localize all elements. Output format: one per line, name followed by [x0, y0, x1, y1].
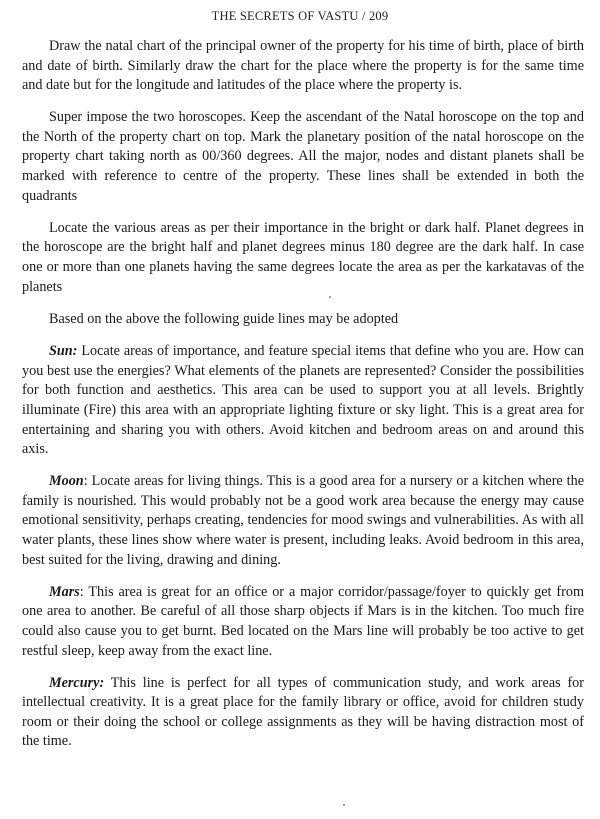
paragraph-text: Locate the various areas as per their importance in the bright or dark half. Planet degrees in the horoscope are the bright half and planet degrees minus 180 degree are the dark half. In case one or more than one planets having the same degrees locate the area as per the karkatavas of the planets [22, 219, 584, 295]
paragraph-text: : This area is great for an office or a major corridor/passage/foyer to quickly get from one area to another. Be careful of all those sharp objects if Mars is in the kitchen. Too much fire could also cause you to get burnt. Bed located on the Mars line will probably be too active to get restful sleep, keep away from the exact line. [22, 583, 584, 659]
paragraph-text: Draw the natal chart of the principal owner of the property for his time of birth, place of birth and date of birth. Similarly draw the chart for the place where the property is for the same time and date but for the longitude and latitudes of the place where the property is. [22, 38, 584, 94]
paragraph-mercury [22, 674, 584, 752]
running-header: THE SECRETS OF VASTU / 209 [211, 9, 389, 23]
paragraph-text: Based on the above the following guide lines may be adopted [49, 310, 399, 327]
body-text [22, 37, 584, 765]
paragraph-text: : Locate areas for living things. This is a good area for a nursery or a kitchen where the family is nourished. This would probably not be a good work area because the energy may cause emotional sensitivity, perhaps creating, tendencies for mood swings and vulnerabilities. As with all water plants, these lines show where water is present, including leaks. Avoid bedroom in this area, best suited for the living, drawing and dining. [22, 473, 584, 568]
paragraph-locate-areas [22, 219, 584, 297]
paragraph-natal-chart [22, 37, 584, 96]
term-mercury: Mercury: [49, 674, 105, 691]
scan-speck [343, 804, 345, 806]
term-mars: Mars [49, 583, 80, 600]
paragraph-sun [22, 342, 584, 460]
scan-speck [329, 296, 331, 298]
paragraph-text: This line is perfect for all types of communication study, and work areas for intellectual creativity. It is a great place for the family library or office, avoid for children study room or their doing the school or college assignments as they will be having distraction most of the time. [22, 674, 584, 750]
term-moon: Moon [49, 473, 84, 490]
paragraph-mars [22, 583, 584, 661]
paragraph-guidelines-intro [22, 310, 584, 330]
term-sun: Sun: [49, 343, 78, 360]
paragraph-text: Locate areas of importance, and feature special items that define who you are. How can you best use the energies? What elements of the planets are represented? Consider the possibilities for both function and aesthetics. This area can be used to support you at all levels. Brightly illuminate (Fire) this area with an appropriate lighting fixture or sky light. This is a great area for entertaining and sharing you with others. Avoid kitchen and bedroom areas on and around this axis. [22, 343, 584, 458]
paragraph-superimpose [22, 108, 584, 206]
paragraph-text: Super impose the two horoscopes. Keep the ascendant of the Natal horoscope on the top and the North of the property chart on top. Mark the planetary position of the natal horoscope on the property chart taking north as 00/360 degrees. All the major, nodes and distant planets shall be marked with reference to centre of the property. These lines shall be extended in both the quadrants [22, 109, 584, 204]
paragraph-moon [22, 472, 584, 570]
